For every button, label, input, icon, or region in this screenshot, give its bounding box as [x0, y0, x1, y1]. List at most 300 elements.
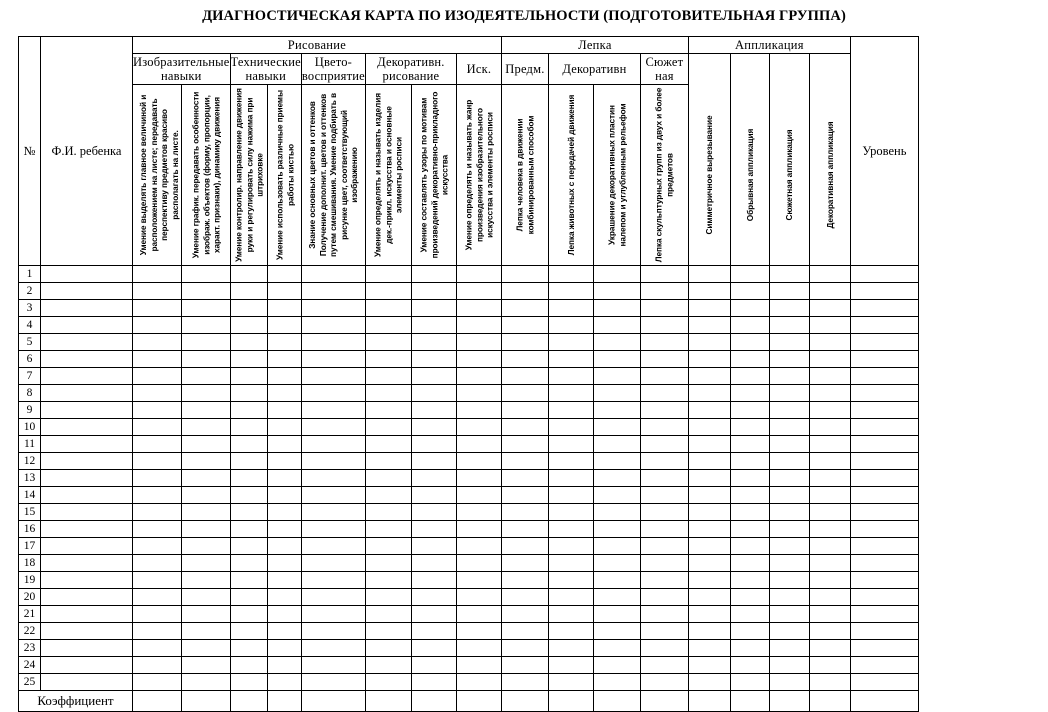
score-cell[interactable]	[501, 470, 548, 487]
score-cell[interactable]	[411, 606, 456, 623]
score-cell[interactable]	[182, 317, 230, 334]
score-cell[interactable]	[230, 606, 268, 623]
row-child-name-cell[interactable]	[41, 453, 133, 470]
score-cell[interactable]	[182, 623, 230, 640]
score-cell[interactable]	[411, 538, 456, 555]
score-cell[interactable]	[230, 368, 268, 385]
row-level-cell[interactable]	[850, 589, 918, 606]
score-cell[interactable]	[730, 283, 769, 300]
score-cell[interactable]	[301, 606, 365, 623]
score-cell[interactable]	[133, 589, 182, 606]
score-cell[interactable]	[501, 385, 548, 402]
score-cell[interactable]	[593, 266, 640, 283]
coefficient-cell[interactable]	[456, 691, 501, 712]
score-cell[interactable]	[411, 572, 456, 589]
score-cell[interactable]	[640, 572, 688, 589]
score-cell[interactable]	[769, 538, 809, 555]
score-cell[interactable]	[411, 589, 456, 606]
coefficient-cell[interactable]	[301, 691, 365, 712]
score-cell[interactable]	[133, 300, 182, 317]
score-cell[interactable]	[730, 470, 769, 487]
row-level-cell[interactable]	[850, 436, 918, 453]
score-cell[interactable]	[730, 266, 769, 283]
score-cell[interactable]	[769, 351, 809, 368]
row-child-name-cell[interactable]	[41, 606, 133, 623]
score-cell[interactable]	[809, 351, 850, 368]
score-cell[interactable]	[769, 606, 809, 623]
coefficient-cell[interactable]	[688, 691, 730, 712]
score-cell[interactable]	[133, 317, 182, 334]
score-cell[interactable]	[688, 419, 730, 436]
score-cell[interactable]	[769, 402, 809, 419]
coefficient-cell[interactable]	[730, 691, 769, 712]
score-cell[interactable]	[411, 453, 456, 470]
score-cell[interactable]	[730, 623, 769, 640]
score-cell[interactable]	[501, 674, 548, 691]
score-cell[interactable]	[268, 300, 302, 317]
coefficient-cell[interactable]	[593, 691, 640, 712]
score-cell[interactable]	[730, 368, 769, 385]
score-cell[interactable]	[230, 640, 268, 657]
score-cell[interactable]	[548, 640, 593, 657]
score-cell[interactable]	[593, 368, 640, 385]
score-cell[interactable]	[456, 640, 501, 657]
score-cell[interactable]	[301, 674, 365, 691]
score-cell[interactable]	[268, 504, 302, 521]
score-cell[interactable]	[769, 589, 809, 606]
score-cell[interactable]	[301, 623, 365, 640]
score-cell[interactable]	[730, 487, 769, 504]
score-cell[interactable]	[548, 283, 593, 300]
row-level-cell[interactable]	[850, 317, 918, 334]
score-cell[interactable]	[769, 657, 809, 674]
score-cell[interactable]	[133, 640, 182, 657]
score-cell[interactable]	[456, 317, 501, 334]
score-cell[interactable]	[688, 623, 730, 640]
row-level-cell[interactable]	[850, 674, 918, 691]
score-cell[interactable]	[548, 674, 593, 691]
score-cell[interactable]	[230, 487, 268, 504]
score-cell[interactable]	[640, 368, 688, 385]
score-cell[interactable]	[730, 300, 769, 317]
score-cell[interactable]	[365, 266, 411, 283]
score-cell[interactable]	[411, 402, 456, 419]
score-cell[interactable]	[456, 385, 501, 402]
score-cell[interactable]	[456, 589, 501, 606]
score-cell[interactable]	[809, 317, 850, 334]
row-child-name-cell[interactable]	[41, 283, 133, 300]
score-cell[interactable]	[688, 317, 730, 334]
score-cell[interactable]	[688, 436, 730, 453]
score-cell[interactable]	[133, 504, 182, 521]
score-cell[interactable]	[769, 385, 809, 402]
score-cell[interactable]	[688, 283, 730, 300]
score-cell[interactable]	[769, 674, 809, 691]
score-cell[interactable]	[548, 504, 593, 521]
score-cell[interactable]	[769, 453, 809, 470]
score-cell[interactable]	[688, 640, 730, 657]
score-cell[interactable]	[133, 385, 182, 402]
row-level-cell[interactable]	[850, 368, 918, 385]
row-level-cell[interactable]	[850, 538, 918, 555]
score-cell[interactable]	[769, 317, 809, 334]
score-cell[interactable]	[769, 504, 809, 521]
row-child-name-cell[interactable]	[41, 674, 133, 691]
row-level-cell[interactable]	[850, 504, 918, 521]
score-cell[interactable]	[133, 555, 182, 572]
score-cell[interactable]	[548, 317, 593, 334]
score-cell[interactable]	[456, 521, 501, 538]
score-cell[interactable]	[456, 334, 501, 351]
score-cell[interactable]	[730, 521, 769, 538]
score-cell[interactable]	[456, 555, 501, 572]
score-cell[interactable]	[548, 623, 593, 640]
score-cell[interactable]	[365, 521, 411, 538]
score-cell[interactable]	[593, 640, 640, 657]
score-cell[interactable]	[268, 351, 302, 368]
score-cell[interactable]	[365, 657, 411, 674]
score-cell[interactable]	[730, 419, 769, 436]
score-cell[interactable]	[593, 521, 640, 538]
score-cell[interactable]	[730, 572, 769, 589]
row-child-name-cell[interactable]	[41, 589, 133, 606]
score-cell[interactable]	[688, 572, 730, 589]
score-cell[interactable]	[548, 453, 593, 470]
score-cell[interactable]	[730, 640, 769, 657]
score-cell[interactable]	[548, 266, 593, 283]
score-cell[interactable]	[133, 453, 182, 470]
score-cell[interactable]	[411, 623, 456, 640]
row-child-name-cell[interactable]	[41, 640, 133, 657]
score-cell[interactable]	[501, 300, 548, 317]
score-cell[interactable]	[365, 555, 411, 572]
score-cell[interactable]	[365, 300, 411, 317]
score-cell[interactable]	[456, 453, 501, 470]
score-cell[interactable]	[640, 317, 688, 334]
score-cell[interactable]	[182, 674, 230, 691]
score-cell[interactable]	[548, 300, 593, 317]
score-cell[interactable]	[411, 487, 456, 504]
score-cell[interactable]	[593, 317, 640, 334]
score-cell[interactable]	[365, 504, 411, 521]
score-cell[interactable]	[730, 657, 769, 674]
score-cell[interactable]	[593, 300, 640, 317]
score-cell[interactable]	[640, 674, 688, 691]
score-cell[interactable]	[548, 606, 593, 623]
score-cell[interactable]	[809, 487, 850, 504]
score-cell[interactable]	[640, 657, 688, 674]
score-cell[interactable]	[182, 606, 230, 623]
score-cell[interactable]	[301, 436, 365, 453]
score-cell[interactable]	[456, 572, 501, 589]
score-cell[interactable]	[456, 606, 501, 623]
score-cell[interactable]	[301, 351, 365, 368]
coefficient-cell[interactable]	[548, 691, 593, 712]
row-level-cell[interactable]	[850, 623, 918, 640]
row-level-cell[interactable]	[850, 640, 918, 657]
score-cell[interactable]	[501, 521, 548, 538]
score-cell[interactable]	[365, 572, 411, 589]
coefficient-cell[interactable]	[501, 691, 548, 712]
score-cell[interactable]	[548, 572, 593, 589]
score-cell[interactable]	[456, 674, 501, 691]
score-cell[interactable]	[688, 657, 730, 674]
score-cell[interactable]	[411, 640, 456, 657]
score-cell[interactable]	[182, 470, 230, 487]
score-cell[interactable]	[456, 436, 501, 453]
score-cell[interactable]	[456, 402, 501, 419]
score-cell[interactable]	[230, 334, 268, 351]
score-cell[interactable]	[769, 283, 809, 300]
score-cell[interactable]	[593, 334, 640, 351]
score-cell[interactable]	[640, 470, 688, 487]
row-child-name-cell[interactable]	[41, 657, 133, 674]
score-cell[interactable]	[593, 470, 640, 487]
score-cell[interactable]	[182, 572, 230, 589]
row-child-name-cell[interactable]	[41, 538, 133, 555]
score-cell[interactable]	[769, 470, 809, 487]
score-cell[interactable]	[548, 419, 593, 436]
row-child-name-cell[interactable]	[41, 572, 133, 589]
row-level-cell[interactable]	[850, 300, 918, 317]
row-level-cell[interactable]	[850, 283, 918, 300]
score-cell[interactable]	[501, 623, 548, 640]
score-cell[interactable]	[640, 453, 688, 470]
row-level-cell[interactable]	[850, 487, 918, 504]
score-cell[interactable]	[182, 283, 230, 300]
score-cell[interactable]	[548, 402, 593, 419]
score-cell[interactable]	[268, 572, 302, 589]
score-cell[interactable]	[365, 589, 411, 606]
score-cell[interactable]	[456, 470, 501, 487]
score-cell[interactable]	[809, 436, 850, 453]
row-level-cell[interactable]	[850, 606, 918, 623]
score-cell[interactable]	[268, 674, 302, 691]
score-cell[interactable]	[268, 266, 302, 283]
score-cell[interactable]	[268, 640, 302, 657]
score-cell[interactable]	[411, 657, 456, 674]
score-cell[interactable]	[133, 436, 182, 453]
score-cell[interactable]	[133, 657, 182, 674]
score-cell[interactable]	[411, 266, 456, 283]
coefficient-cell[interactable]	[809, 691, 850, 712]
score-cell[interactable]	[268, 657, 302, 674]
score-cell[interactable]	[411, 504, 456, 521]
score-cell[interactable]	[182, 368, 230, 385]
score-cell[interactable]	[456, 300, 501, 317]
score-cell[interactable]	[182, 419, 230, 436]
score-cell[interactable]	[301, 589, 365, 606]
score-cell[interactable]	[593, 385, 640, 402]
score-cell[interactable]	[268, 555, 302, 572]
score-cell[interactable]	[501, 606, 548, 623]
score-cell[interactable]	[301, 487, 365, 504]
score-cell[interactable]	[411, 334, 456, 351]
score-cell[interactable]	[548, 470, 593, 487]
score-cell[interactable]	[230, 623, 268, 640]
score-cell[interactable]	[730, 674, 769, 691]
score-cell[interactable]	[688, 334, 730, 351]
score-cell[interactable]	[230, 351, 268, 368]
score-cell[interactable]	[182, 640, 230, 657]
score-cell[interactable]	[182, 521, 230, 538]
score-cell[interactable]	[456, 623, 501, 640]
score-cell[interactable]	[640, 436, 688, 453]
score-cell[interactable]	[548, 351, 593, 368]
coefficient-cell[interactable]	[365, 691, 411, 712]
score-cell[interactable]	[501, 555, 548, 572]
score-cell[interactable]	[809, 674, 850, 691]
score-cell[interactable]	[411, 521, 456, 538]
score-cell[interactable]	[593, 351, 640, 368]
score-cell[interactable]	[365, 351, 411, 368]
score-cell[interactable]	[182, 555, 230, 572]
score-cell[interactable]	[730, 385, 769, 402]
score-cell[interactable]	[301, 283, 365, 300]
score-cell[interactable]	[769, 334, 809, 351]
score-cell[interactable]	[593, 453, 640, 470]
score-cell[interactable]	[301, 266, 365, 283]
score-cell[interactable]	[230, 300, 268, 317]
score-cell[interactable]	[456, 419, 501, 436]
score-cell[interactable]	[133, 606, 182, 623]
score-cell[interactable]	[268, 453, 302, 470]
score-cell[interactable]	[769, 419, 809, 436]
score-cell[interactable]	[688, 300, 730, 317]
score-cell[interactable]	[548, 334, 593, 351]
score-cell[interactable]	[640, 538, 688, 555]
score-cell[interactable]	[501, 487, 548, 504]
row-child-name-cell[interactable]	[41, 334, 133, 351]
score-cell[interactable]	[230, 436, 268, 453]
score-cell[interactable]	[365, 385, 411, 402]
coefficient-cell[interactable]	[133, 691, 182, 712]
score-cell[interactable]	[365, 453, 411, 470]
score-cell[interactable]	[769, 368, 809, 385]
score-cell[interactable]	[640, 419, 688, 436]
score-cell[interactable]	[769, 266, 809, 283]
score-cell[interactable]	[730, 317, 769, 334]
row-child-name-cell[interactable]	[41, 419, 133, 436]
score-cell[interactable]	[182, 453, 230, 470]
score-cell[interactable]	[809, 266, 850, 283]
coefficient-cell[interactable]	[411, 691, 456, 712]
score-cell[interactable]	[365, 283, 411, 300]
score-cell[interactable]	[456, 283, 501, 300]
score-cell[interactable]	[809, 419, 850, 436]
row-level-cell[interactable]	[850, 470, 918, 487]
score-cell[interactable]	[640, 283, 688, 300]
row-level-cell[interactable]	[850, 266, 918, 283]
score-cell[interactable]	[809, 572, 850, 589]
score-cell[interactable]	[301, 368, 365, 385]
score-cell[interactable]	[501, 453, 548, 470]
score-cell[interactable]	[730, 538, 769, 555]
score-cell[interactable]	[301, 419, 365, 436]
score-cell[interactable]	[268, 368, 302, 385]
score-cell[interactable]	[809, 368, 850, 385]
score-cell[interactable]	[730, 606, 769, 623]
score-cell[interactable]	[769, 640, 809, 657]
score-cell[interactable]	[593, 436, 640, 453]
score-cell[interactable]	[230, 674, 268, 691]
score-cell[interactable]	[230, 555, 268, 572]
score-cell[interactable]	[688, 351, 730, 368]
score-cell[interactable]	[730, 334, 769, 351]
score-cell[interactable]	[769, 623, 809, 640]
score-cell[interactable]	[182, 351, 230, 368]
score-cell[interactable]	[301, 572, 365, 589]
score-cell[interactable]	[365, 317, 411, 334]
score-cell[interactable]	[501, 368, 548, 385]
score-cell[interactable]	[268, 470, 302, 487]
score-cell[interactable]	[809, 606, 850, 623]
score-cell[interactable]	[809, 470, 850, 487]
coefficient-cell[interactable]	[769, 691, 809, 712]
coefficient-cell[interactable]	[182, 691, 230, 712]
score-cell[interactable]	[809, 538, 850, 555]
row-level-cell[interactable]	[850, 572, 918, 589]
score-cell[interactable]	[230, 317, 268, 334]
coefficient-cell[interactable]	[268, 691, 302, 712]
score-cell[interactable]	[548, 487, 593, 504]
score-cell[interactable]	[365, 334, 411, 351]
score-cell[interactable]	[456, 538, 501, 555]
score-cell[interactable]	[182, 334, 230, 351]
score-cell[interactable]	[688, 487, 730, 504]
score-cell[interactable]	[688, 470, 730, 487]
score-cell[interactable]	[501, 504, 548, 521]
row-level-cell[interactable]	[850, 419, 918, 436]
score-cell[interactable]	[365, 419, 411, 436]
score-cell[interactable]	[730, 402, 769, 419]
score-cell[interactable]	[133, 623, 182, 640]
score-cell[interactable]	[688, 266, 730, 283]
score-cell[interactable]	[182, 538, 230, 555]
row-child-name-cell[interactable]	[41, 470, 133, 487]
score-cell[interactable]	[593, 657, 640, 674]
score-cell[interactable]	[593, 606, 640, 623]
score-cell[interactable]	[501, 572, 548, 589]
score-cell[interactable]	[133, 368, 182, 385]
score-cell[interactable]	[230, 572, 268, 589]
score-cell[interactable]	[230, 453, 268, 470]
score-cell[interactable]	[688, 453, 730, 470]
score-cell[interactable]	[301, 402, 365, 419]
score-cell[interactable]	[640, 589, 688, 606]
score-cell[interactable]	[640, 487, 688, 504]
score-cell[interactable]	[548, 368, 593, 385]
score-cell[interactable]	[769, 555, 809, 572]
coefficient-cell[interactable]	[640, 691, 688, 712]
score-cell[interactable]	[230, 504, 268, 521]
score-cell[interactable]	[501, 538, 548, 555]
score-cell[interactable]	[268, 487, 302, 504]
score-cell[interactable]	[640, 351, 688, 368]
row-child-name-cell[interactable]	[41, 317, 133, 334]
score-cell[interactable]	[301, 555, 365, 572]
score-cell[interactable]	[365, 402, 411, 419]
score-cell[interactable]	[640, 606, 688, 623]
score-cell[interactable]	[411, 419, 456, 436]
score-cell[interactable]	[809, 504, 850, 521]
score-cell[interactable]	[501, 640, 548, 657]
score-cell[interactable]	[301, 385, 365, 402]
score-cell[interactable]	[301, 453, 365, 470]
score-cell[interactable]	[182, 657, 230, 674]
score-cell[interactable]	[301, 317, 365, 334]
score-cell[interactable]	[769, 521, 809, 538]
